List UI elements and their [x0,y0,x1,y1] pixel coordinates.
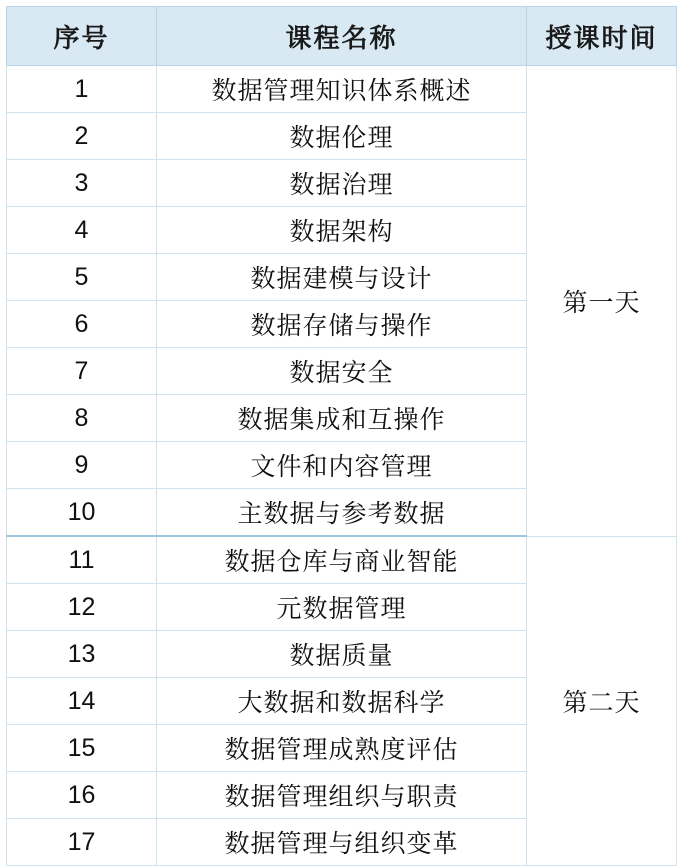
cell-index: 8 [7,395,157,442]
cell-course-name: 数据管理组织与职责 [157,772,527,819]
header-course-name: 课程名称 [157,7,527,66]
cell-index: 1 [7,66,157,113]
cell-course-name: 数据集成和互操作 [157,395,527,442]
table-row [7,66,677,113]
cell-course-name: 数据管理知识体系概述 [157,66,527,113]
cell-index: 15 [7,725,157,772]
cell-teaching-day: 第一天 [527,66,677,537]
cell-course-name: 数据架构 [157,207,527,254]
cell-course-name: 数据管理成熟度评估 [157,725,527,772]
cell-index: 10 [7,489,157,537]
cell-course-name: 大数据和数据科学 [157,678,527,725]
table-body [7,66,677,866]
header-index: 序号 [7,7,157,66]
cell-course-name: 数据伦理 [157,113,527,160]
header-row [7,7,677,66]
cell-index: 14 [7,678,157,725]
cell-index: 11 [7,536,157,584]
cell-index: 16 [7,772,157,819]
cell-index: 9 [7,442,157,489]
cell-index: 3 [7,160,157,207]
cell-index: 7 [7,348,157,395]
cell-course-name: 数据安全 [157,348,527,395]
cell-index: 5 [7,254,157,301]
cell-index: 6 [7,301,157,348]
cell-course-name: 主数据与参考数据 [157,489,527,537]
cell-course-name: 数据质量 [157,631,527,678]
table-header [7,7,677,66]
cell-course-name: 数据存储与操作 [157,301,527,348]
cell-teaching-day: 第二天 [527,536,677,866]
cell-course-name: 文件和内容管理 [157,442,527,489]
cell-index: 17 [7,819,157,866]
cell-index: 2 [7,113,157,160]
table-row [7,536,677,584]
cell-course-name: 数据建模与设计 [157,254,527,301]
cell-course-name: 数据仓库与商业智能 [157,536,527,584]
cell-index: 13 [7,631,157,678]
cell-course-name: 数据治理 [157,160,527,207]
cell-index: 4 [7,207,157,254]
cell-course-name: 数据管理与组织变革 [157,819,527,866]
course-schedule-table [6,6,677,866]
header-teaching-time: 授课时间 [527,7,677,66]
cell-index: 12 [7,584,157,631]
cell-course-name: 元数据管理 [157,584,527,631]
